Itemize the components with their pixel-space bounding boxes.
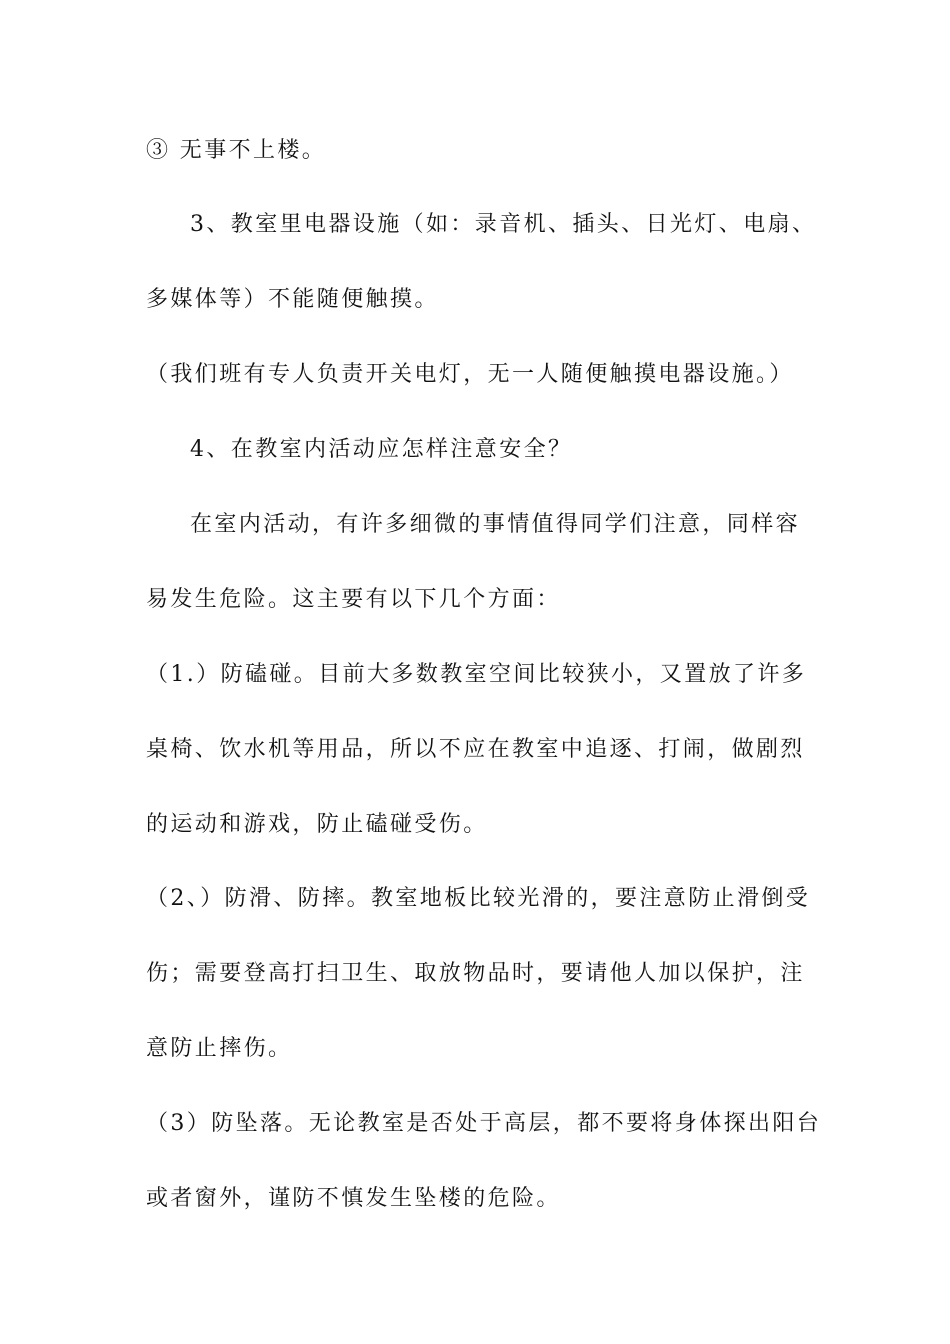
text-line-4: （我们班有专人负责开关电灯，无一人随便触摸电器设施。） — [146, 362, 794, 387]
text-line-1: ③ 无事不上楼。 — [146, 138, 327, 163]
text-line-13: 意防止摔伤。 — [146, 1036, 293, 1061]
text-line-14: （3）防坠落。无论教室是否处于高层，都不要将身体探出阳台 — [146, 1111, 822, 1136]
text-line-9: 桌椅、饮水机等用品，所以不应在教室中追逐、打闹，做剧烈 — [146, 737, 805, 762]
text-line-2: 3、教室里电器设施（如：录音机、插头、日光灯、电扇、 — [190, 212, 817, 237]
text-line-8: （1.）防磕碰。目前大多数教室空间比较狭小，又置放了许多 — [146, 662, 807, 687]
text-line-6: 在室内活动，有许多细微的事情值得同学们注意，同样容 — [190, 512, 801, 537]
text-line-10: 的运动和游戏，防止磕碰受伤。 — [146, 812, 488, 837]
text-line-7: 易发生危险。这主要有以下几个方面： — [146, 587, 561, 612]
text-line-3: 多媒体等）不能随便触摸。 — [146, 287, 439, 312]
text-line-15: 或者窗外，谨防不慎发生坠楼的危险。 — [146, 1186, 561, 1211]
section-heading-4: 4、在教室内活动应怎样注意安全？ — [190, 437, 573, 462]
text-line-12: 伤；需要登高打扫卫生、取放物品时，要请他人加以保护，注 — [146, 961, 805, 986]
text-line-11: （2、）防滑、防摔。教室地板比较光滑的，要注意防止滑倒受 — [146, 886, 811, 911]
